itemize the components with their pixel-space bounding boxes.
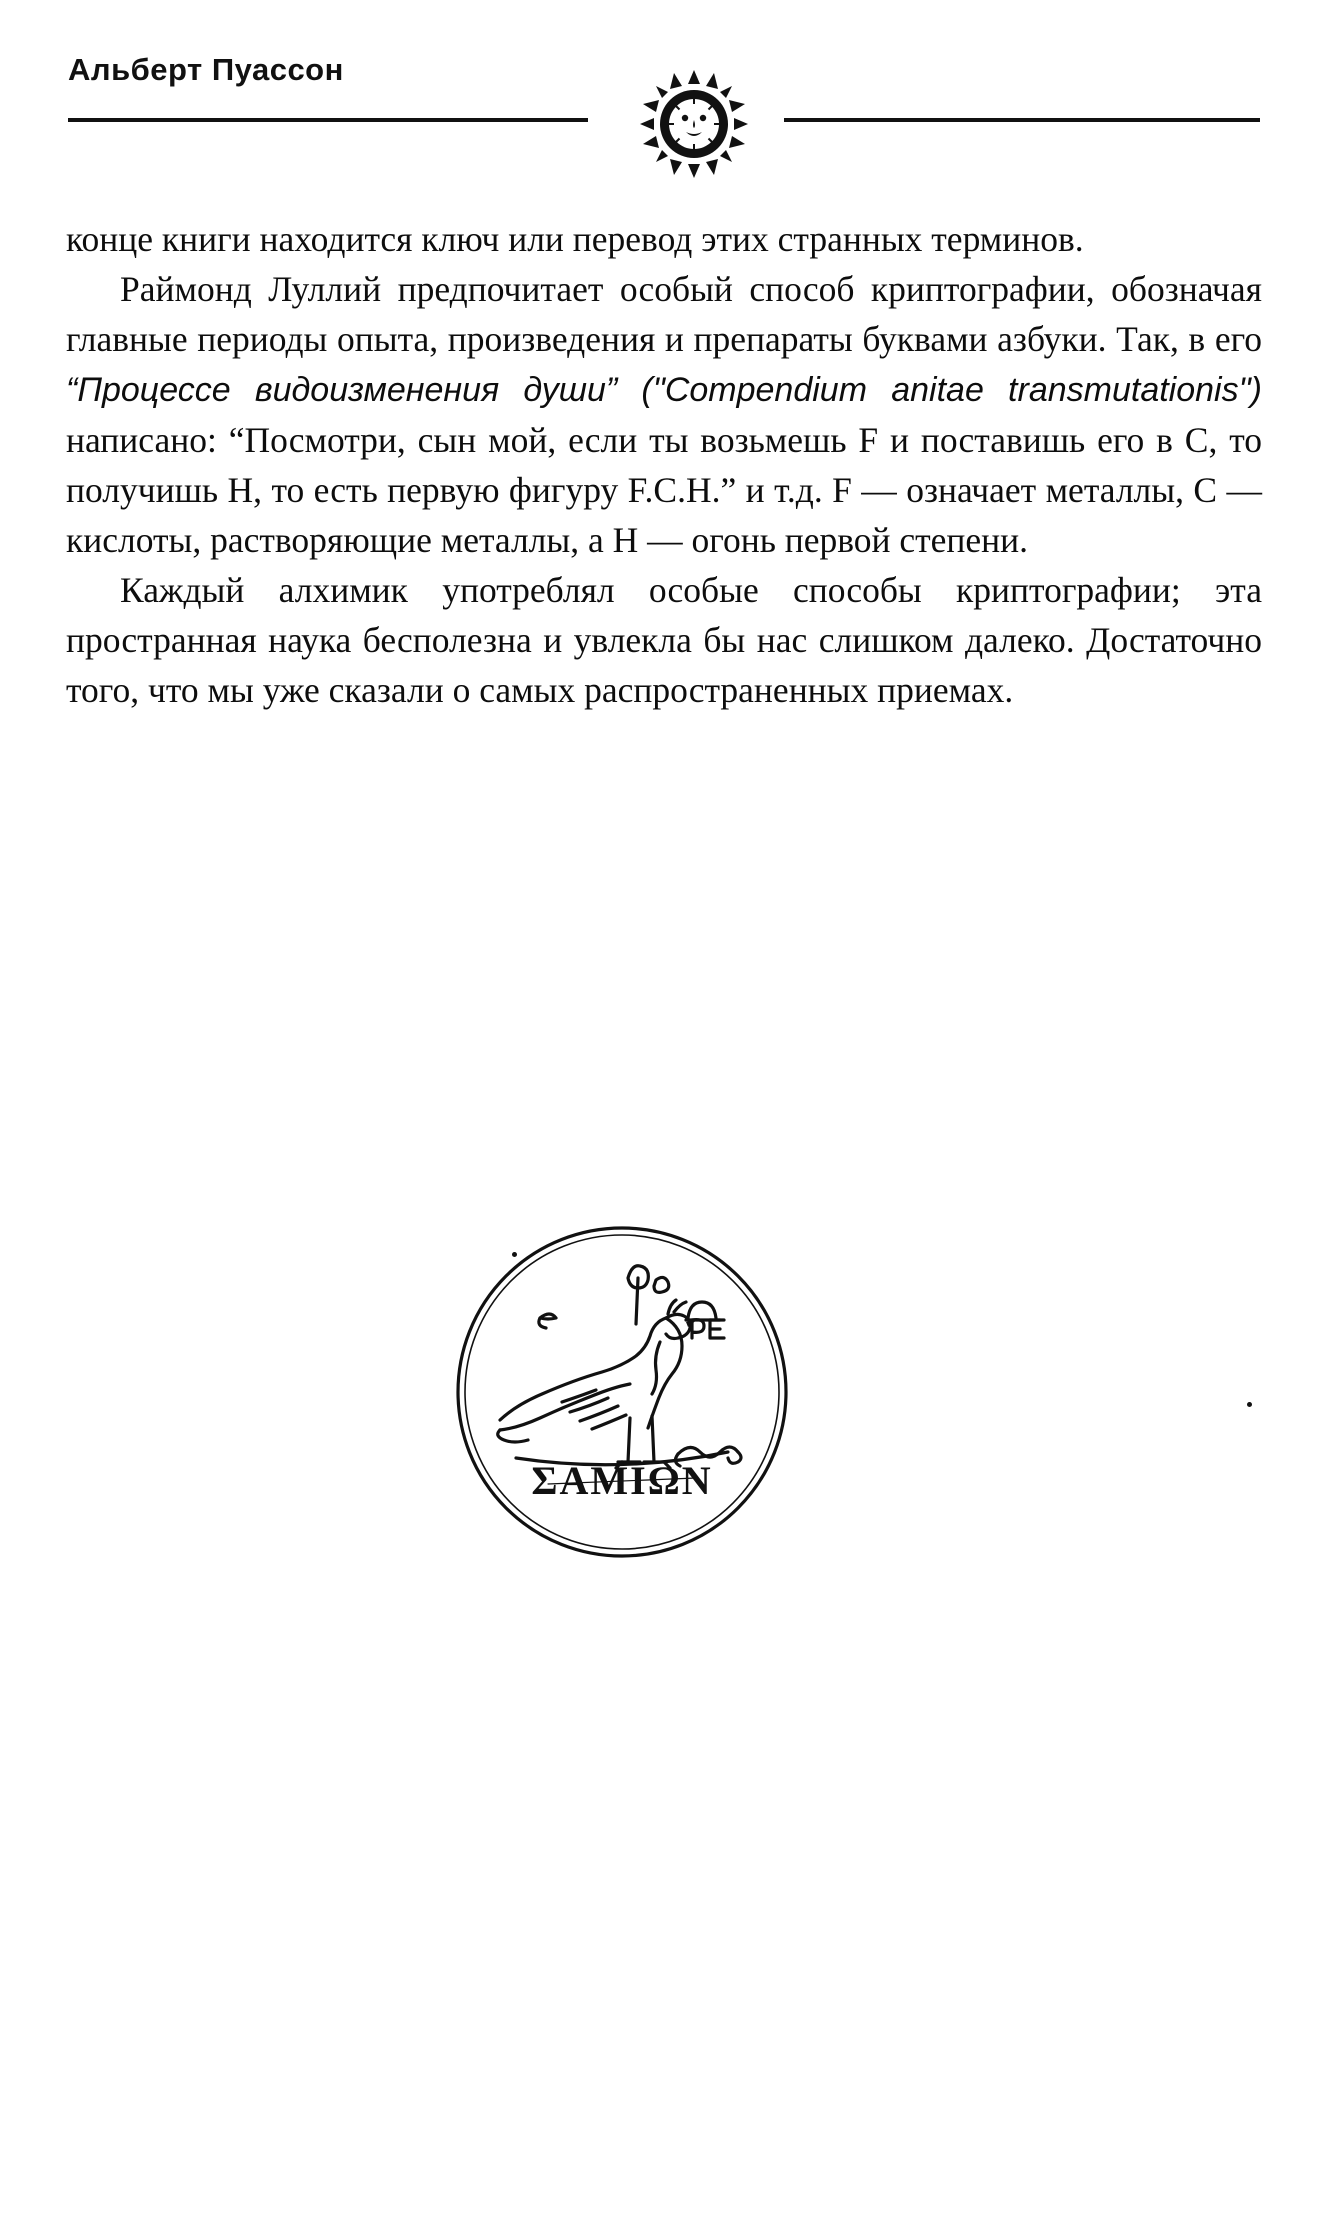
- coin-inscription: ΣΑΜΙΩΝ: [531, 1458, 713, 1503]
- text-run: Каждый алхимик употреблял особые способы криптографии; эта пространная наука бесполезна и увлекла бы нас слишком далеко. Достаточно того, что мы уже сказали о самых распространенных приемах.: [66, 570, 1262, 710]
- paragraph-3: [66, 565, 1262, 715]
- paragraph-1: [66, 214, 1262, 264]
- page-header: [68, 52, 1260, 162]
- page-body: [66, 214, 1262, 715]
- text-run: “Процессе видоизменения души” ("Compendium anitae transmutationis"): [66, 371, 1262, 409]
- header-rule-right: [784, 118, 1260, 122]
- text-run: Раймонд Луллий предпочитает особый способ криптографии, обозначая главные периоды опыта, произведения и препараты буквами азбуки. Так, в его: [66, 269, 1262, 359]
- text-run: конце книги находится ключ или перевод этих странных терминов.: [66, 219, 1084, 259]
- text-run: написано: “Посмотри, сын мой, если ты возьмешь F и поставишь его в C, то получишь H, то есть первую фигуру F.C.H.” и т.д. F — означает металлы, C — кислоты, растворяющие металлы, а H — огонь первой степени.: [66, 420, 1262, 560]
- stray-ink-dot-right: [1247, 1402, 1252, 1407]
- samian-coin-illustration: [452, 1222, 792, 1562]
- paragraph-2: [66, 264, 1262, 565]
- running-head-author: Альберт Пуассон: [68, 52, 344, 87]
- header-rule-left: [68, 118, 588, 122]
- sun-face-ornament-icon: [640, 70, 748, 178]
